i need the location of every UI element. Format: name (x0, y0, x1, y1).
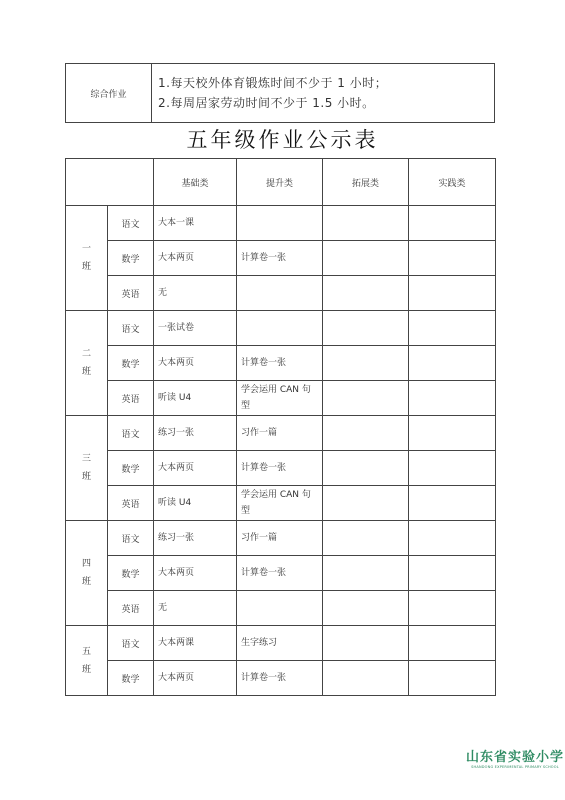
basic-cell: 大本两页 (154, 661, 237, 696)
improve-cell: 计算卷一张 (237, 556, 323, 591)
basic-cell: 大本两页 (154, 451, 237, 486)
subject-cell: 语文 (108, 206, 154, 241)
subject-cell: 数学 (108, 661, 154, 696)
class-name-char: 班 (81, 367, 91, 377)
practice-cell (409, 311, 496, 346)
header-basic: 基础类 (154, 159, 237, 206)
basic-cell: 无 (154, 276, 237, 311)
practice-cell (409, 381, 496, 416)
basic-cell: 大本两课 (154, 626, 237, 661)
practice-cell (409, 416, 496, 451)
subject-cell: 语文 (108, 626, 154, 661)
improve-cell: 计算卷一张 (237, 241, 323, 276)
practice-cell (409, 276, 496, 311)
basic-cell: 听读 U4 (154, 486, 237, 521)
class-name-char: 二 (81, 349, 91, 359)
table-row (66, 276, 496, 311)
basic-cell: 大本两页 (154, 241, 237, 276)
extend-cell (323, 206, 409, 241)
extend-cell (323, 626, 409, 661)
class-name-char: 三 (81, 454, 91, 464)
improve-cell: 学会运用 CAN 句型 (237, 381, 323, 416)
table-row (66, 591, 496, 626)
class-name-char: 五 (81, 646, 91, 657)
improve-cell: 计算卷一张 (237, 346, 323, 381)
class-name-cell (66, 521, 108, 626)
list-item: 2.每周居家劳动时间不少于 1.5 小时。 (158, 96, 375, 110)
class-name-char: 班 (81, 472, 91, 482)
practice-cell (409, 206, 496, 241)
practice-cell (409, 661, 496, 696)
extend-cell (323, 346, 409, 381)
extend-cell (323, 241, 409, 276)
table-row (66, 486, 496, 521)
improve-cell (237, 206, 323, 241)
class-name-char: 班 (81, 577, 91, 587)
extend-cell (323, 451, 409, 486)
subject-cell: 英语 (108, 486, 154, 521)
practice-cell (409, 626, 496, 661)
class-name-char: 班 (81, 262, 91, 272)
extend-cell (323, 381, 409, 416)
logo-text: 山东省实验小学 (465, 750, 564, 765)
subject-cell: 英语 (108, 276, 154, 311)
subject-cell: 英语 (108, 591, 154, 626)
logo-subtext: SHANDONG EXPERIMENTAL PRIMARY SCHOOL (471, 765, 559, 769)
basic-cell: 练习一张 (154, 521, 237, 556)
header-corner (66, 159, 154, 206)
table-row (66, 416, 496, 451)
class-name-char: 四 (81, 559, 91, 569)
improve-cell: 计算卷一张 (237, 451, 323, 486)
basic-cell: 大本两页 (154, 346, 237, 381)
homework-table (65, 158, 496, 696)
class-name-cell (66, 626, 108, 696)
table-row (66, 661, 496, 696)
class-name-cell (66, 311, 108, 416)
practice-cell (409, 556, 496, 591)
class-name-char: 班 (81, 664, 91, 675)
table-row (66, 206, 496, 241)
table-row (66, 556, 496, 591)
improve-cell (237, 276, 323, 311)
table-row (66, 381, 496, 416)
basic-cell: 大本一课 (154, 206, 237, 241)
class-name-cell (66, 416, 108, 521)
page-title: 五年级作业公示表 (186, 128, 379, 152)
class-name-cell (66, 206, 108, 311)
comprehensive-homework-table (65, 63, 495, 123)
practice-cell (409, 591, 496, 626)
extend-cell (323, 276, 409, 311)
basic-cell: 一张试卷 (154, 311, 237, 346)
extend-cell (323, 486, 409, 521)
header-row (66, 159, 496, 206)
subject-cell: 数学 (108, 346, 154, 381)
subject-cell: 语文 (108, 311, 154, 346)
extend-cell (323, 591, 409, 626)
table-body (66, 159, 496, 696)
table-row (66, 346, 496, 381)
subject-cell: 英语 (108, 381, 154, 416)
basic-cell: 无 (154, 591, 237, 626)
extend-cell (323, 661, 409, 696)
class-name-char: 一 (81, 244, 91, 254)
comprehensive-items (152, 64, 495, 123)
extend-cell (323, 556, 409, 591)
practice-cell (409, 521, 496, 556)
list-item: 1.每天校外体育锻炼时间不少于 1 小时； (158, 76, 388, 90)
practice-cell (409, 346, 496, 381)
improve-cell: 生字练习 (237, 626, 323, 661)
practice-cell (409, 486, 496, 521)
basic-cell: 大本两页 (154, 556, 237, 591)
row-label: 综合作业 (66, 64, 152, 123)
improve-cell: 计算卷一张 (237, 661, 323, 696)
basic-cell: 练习一张 (154, 416, 237, 451)
header-extend: 拓展类 (323, 159, 409, 206)
practice-cell (409, 241, 496, 276)
subject-cell: 语文 (108, 521, 154, 556)
header-practice: 实践类 (409, 159, 496, 206)
extend-cell (323, 416, 409, 451)
table-row (66, 311, 496, 346)
improve-cell (237, 311, 323, 346)
improve-cell (237, 591, 323, 626)
subject-cell: 数学 (108, 556, 154, 591)
improve-cell: 习作一篇 (237, 521, 323, 556)
extend-cell (323, 521, 409, 556)
extend-cell (323, 311, 409, 346)
improve-cell: 习作一篇 (237, 416, 323, 451)
subject-cell: 数学 (108, 241, 154, 276)
table-row (66, 64, 495, 123)
subject-cell: 数学 (108, 451, 154, 486)
improve-cell: 学会运用 CAN 句型 (237, 486, 323, 521)
basic-cell: 听读 U4 (154, 381, 237, 416)
table-row (66, 521, 496, 556)
table-row (66, 451, 496, 486)
school-logo (465, 746, 565, 769)
practice-cell (409, 451, 496, 486)
table-row (66, 241, 496, 276)
subject-cell: 语文 (108, 416, 154, 451)
header-improve: 提升类 (237, 159, 323, 206)
table-row (66, 626, 496, 661)
